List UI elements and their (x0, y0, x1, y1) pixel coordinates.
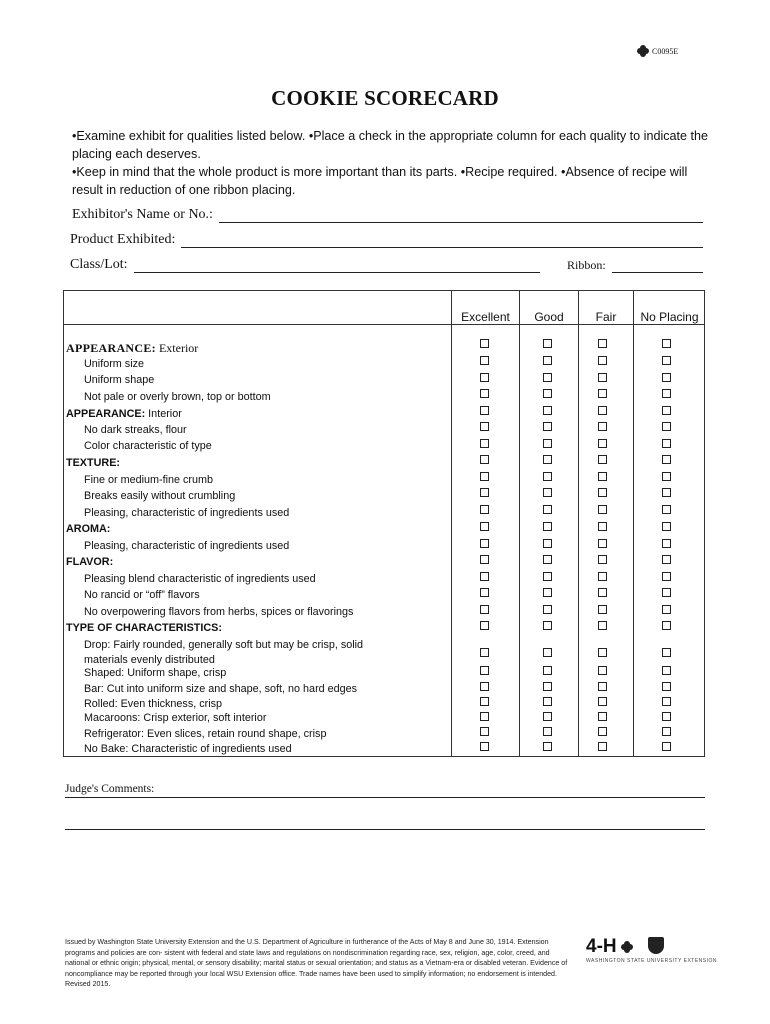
4h-logo-text: 4-H (586, 936, 617, 957)
checkbox-good[interactable] (543, 682, 552, 691)
checkbox-excellent[interactable] (480, 439, 489, 448)
checkbox-fair[interactable] (598, 439, 607, 448)
checkbox-no-placing[interactable] (662, 648, 671, 657)
criteria-row: Pleasing, characteristic of ingredients used (84, 540, 290, 552)
checkbox-fair[interactable] (598, 605, 607, 614)
checkbox-good[interactable] (543, 605, 552, 614)
checkbox-excellent[interactable] (480, 621, 489, 630)
checkbox-excellent[interactable] (480, 572, 489, 581)
judge-comments-line-2[interactable] (65, 829, 705, 830)
criteria-row: Breaks easily without crumbling (84, 490, 236, 502)
criteria-line-1: Drop: Fairly rounded, generally soft but may be crisp, solid (84, 639, 364, 651)
exhibitor-label: Exhibitor's Name or No.: (72, 207, 213, 222)
criteria-row: Uniform shape (84, 374, 155, 386)
column-header-no-placing: No Placing (633, 291, 705, 325)
criteria-row: Not pale or overly brown, top or bottom (84, 391, 271, 403)
checkbox-no-placing[interactable] (662, 742, 671, 751)
category-label: APPEARANCE: (66, 408, 146, 420)
criteria-line-2: materials evenly distributed (84, 654, 215, 666)
instruction-1: •Examine exhibit for qualities listed below. •Place a check in the appropriate column for each quality to indicate the placing each deserves. (72, 129, 709, 161)
checkbox-good[interactable] (543, 712, 552, 721)
checkbox-fair[interactable] (598, 727, 607, 736)
checkbox-no-placing[interactable] (662, 339, 671, 348)
criteria-row: No Bake: Characteristic of ingredients used (84, 743, 292, 755)
category-row: AROMA: (66, 523, 111, 535)
criteria-row: Shaped: Uniform shape, crisp (84, 667, 227, 679)
checkbox-excellent[interactable] (480, 648, 489, 657)
checkbox-excellent[interactable] (480, 422, 489, 431)
checkbox-excellent[interactable] (480, 605, 489, 614)
column-header-fair: Fair (578, 291, 633, 325)
checkbox-good[interactable] (543, 539, 552, 548)
checkbox-good[interactable] (543, 505, 552, 514)
category-row: FLAVOR: (66, 556, 114, 568)
checkbox-fair[interactable] (598, 697, 607, 706)
checkbox-fair[interactable] (598, 389, 607, 398)
checkbox-no-placing[interactable] (662, 389, 671, 398)
checkbox-no-placing[interactable] (662, 621, 671, 630)
checkbox-no-placing[interactable] (662, 522, 671, 531)
checkbox-fair[interactable] (598, 742, 607, 751)
checkbox-no-placing[interactable] (662, 697, 671, 706)
criteria-row: Bar: Cut into uniform size and shape, soft, no hard edges (84, 683, 358, 695)
4h-logo (586, 936, 634, 958)
clover-icon (636, 44, 650, 58)
checkbox-good[interactable] (543, 356, 552, 365)
checkbox-good[interactable] (543, 472, 552, 481)
checkbox-excellent[interactable] (480, 505, 489, 514)
checkbox-fair[interactable] (598, 522, 607, 531)
criteria-row: Pleasing blend characteristic of ingredients used (84, 573, 316, 585)
checkbox-no-placing[interactable] (662, 422, 671, 431)
checkbox-excellent[interactable] (480, 727, 489, 736)
criteria-row: No overpowering flavors from herbs, spices or flavorings (84, 606, 354, 618)
category-appearance-exterior (66, 342, 198, 354)
checkbox-good[interactable] (543, 648, 552, 657)
ribbon-field[interactable] (567, 258, 703, 273)
checkbox-fair[interactable] (598, 339, 607, 348)
column-divider (519, 325, 520, 756)
wsu-logo-text: WASHINGTON STATE UNIVERSITY EXTENSION (586, 958, 718, 964)
criteria-row (64, 639, 363, 666)
checkbox-fair[interactable] (598, 455, 607, 464)
checkbox-fair[interactable] (598, 682, 607, 691)
checkbox-fair[interactable] (598, 406, 607, 415)
checkbox-no-placing[interactable] (662, 505, 671, 514)
column-divider (633, 325, 634, 756)
category-row: TEXTURE: (66, 457, 120, 469)
checkbox-fair[interactable] (598, 555, 607, 564)
checkbox-fair[interactable] (598, 373, 607, 382)
checkbox-excellent[interactable] (480, 356, 489, 365)
page-title: COOKIE SCORECARD (271, 86, 499, 110)
checkbox-fair[interactable] (598, 505, 607, 514)
checkbox-excellent[interactable] (480, 406, 489, 415)
column-header-excellent: Excellent (451, 291, 519, 325)
checkbox-excellent[interactable] (480, 666, 489, 675)
form-code (636, 44, 678, 58)
checkbox-excellent[interactable] (480, 712, 489, 721)
criteria-row: Refrigerator: Even slices, retain round shape, crisp (84, 728, 327, 740)
checkbox-excellent[interactable] (480, 697, 489, 706)
checkbox-fair[interactable] (598, 588, 607, 597)
checkbox-excellent[interactable] (480, 488, 489, 497)
checkbox-good[interactable] (543, 522, 552, 531)
criteria-row: Pleasing, characteristic of ingredients used (84, 507, 290, 519)
checkbox-no-placing[interactable] (662, 572, 671, 581)
judge-comments-label: Judge's Comments: (65, 783, 155, 795)
criteria-row: Fine or medium-fine crumb (84, 474, 214, 486)
checkbox-excellent[interactable] (480, 742, 489, 751)
criteria-row: Color characteristic of type (84, 440, 212, 452)
column-divider (578, 325, 579, 756)
checkbox-excellent[interactable] (480, 539, 489, 548)
checkbox-excellent[interactable] (480, 472, 489, 481)
checkbox-good[interactable] (543, 339, 552, 348)
category-appearance-interior (66, 408, 182, 420)
classlot-line[interactable] (134, 258, 540, 273)
checkbox-excellent[interactable] (480, 339, 489, 348)
footer-text: Issued by Washington State University Extension and the U.S. Department of Agriculture in furtherance of the Acts of May 8 and June 30, 1914. Extension programs and policies are con- sistent with federal and state laws and regulations on nondiscrimination regarding race, sex, religion, age, color, creed, and national or ethnic origin; physical, mental, or sensory disability; marital status or sexual orientation; and status as a Vietnam-era or disabled veteran. Evidence of noncompliance may be reported through your local WSU Extension office. Trade names have been used to simplify information; no endorsement is intended. Revised 2015. (65, 938, 568, 988)
checkbox-fair[interactable] (598, 472, 607, 481)
checkbox-excellent[interactable] (480, 522, 489, 531)
product-field[interactable] (70, 232, 703, 248)
category-sublabel: Interior (145, 408, 182, 420)
judge-comments-line-1[interactable] (65, 797, 705, 798)
product-line[interactable] (181, 233, 703, 248)
ribbon-label: Ribbon: (567, 258, 606, 272)
criteria-row: Rolled: Even thickness, crisp (84, 698, 223, 710)
checkbox-fair[interactable] (598, 572, 607, 581)
checkbox-no-placing[interactable] (662, 605, 671, 614)
column-header-good: Good (519, 291, 578, 325)
checkbox-good[interactable] (543, 555, 552, 564)
checkbox-no-placing[interactable] (662, 588, 671, 597)
column-divider (451, 325, 452, 756)
category-label: APPEARANCE: (66, 341, 156, 355)
form-code-text: C0095E (652, 46, 679, 56)
checkbox-fair[interactable] (598, 488, 607, 497)
checkbox-no-placing[interactable] (662, 555, 671, 564)
checkbox-no-placing[interactable] (662, 488, 671, 497)
checkbox-fair[interactable] (598, 648, 607, 657)
checkbox-fair[interactable] (598, 621, 607, 630)
clover-logo-icon (620, 940, 634, 954)
checkbox-no-placing[interactable] (662, 356, 671, 365)
exhibitor-line[interactable] (219, 208, 703, 223)
checkbox-excellent[interactable] (480, 682, 489, 691)
checkbox-good[interactable] (543, 373, 552, 382)
checkbox-fair[interactable] (598, 539, 607, 548)
checkbox-no-placing[interactable] (662, 439, 671, 448)
checkbox-good[interactable] (543, 488, 552, 497)
checkbox-good[interactable] (543, 422, 552, 431)
checkbox-no-placing[interactable] (662, 373, 671, 382)
score-table (63, 290, 705, 757)
table-header (64, 291, 704, 325)
instructions (72, 127, 712, 199)
classlot-label: Class/Lot: (70, 257, 128, 272)
checkbox-good[interactable] (543, 439, 552, 448)
checkbox-good[interactable] (543, 406, 552, 415)
criteria-row: Uniform size (84, 358, 144, 370)
checkbox-fair[interactable] (598, 712, 607, 721)
classlot-field[interactable] (70, 257, 540, 273)
checkbox-fair[interactable] (598, 356, 607, 365)
checkbox-good[interactable] (543, 697, 552, 706)
product-label: Product Exhibited: (70, 232, 176, 247)
instruction-2: •Keep in mind that the whole product is more important than its parts. •Recipe required. •Absence of recipe will result in reduction of one ribbon placing. (72, 165, 688, 197)
category-sublabel: Exterior (155, 341, 199, 355)
wsu-shield-icon (648, 937, 664, 954)
checkbox-excellent[interactable] (480, 455, 489, 464)
checkbox-no-placing[interactable] (662, 712, 671, 721)
criteria-row: No rancid or “off” flavors (84, 589, 200, 601)
checkbox-fair[interactable] (598, 422, 607, 431)
checkbox-good[interactable] (543, 666, 552, 675)
checkbox-excellent[interactable] (480, 389, 489, 398)
checkbox-good[interactable] (543, 621, 552, 630)
checkbox-good[interactable] (543, 727, 552, 736)
checkbox-excellent[interactable] (480, 373, 489, 382)
checkbox-good[interactable] (543, 572, 552, 581)
checkbox-excellent[interactable] (480, 555, 489, 564)
checkbox-good[interactable] (543, 742, 552, 751)
checkbox-no-placing[interactable] (662, 472, 671, 481)
checkbox-good[interactable] (543, 455, 552, 464)
criteria-row: Macaroons: Crisp exterior, soft interior (84, 712, 267, 724)
exhibitor-field[interactable] (72, 207, 703, 223)
checkbox-no-placing[interactable] (662, 682, 671, 691)
checkbox-no-placing[interactable] (662, 539, 671, 548)
category-row: TYPE OF CHARACTERISTICS: (66, 622, 222, 634)
checkbox-no-placing[interactable] (662, 455, 671, 464)
checkbox-no-placing[interactable] (662, 666, 671, 675)
checkbox-no-placing[interactable] (662, 406, 671, 415)
checkbox-fair[interactable] (598, 666, 607, 675)
ribbon-line[interactable] (612, 260, 703, 273)
checkbox-excellent[interactable] (480, 588, 489, 597)
checkbox-good[interactable] (543, 389, 552, 398)
criteria-row: No dark streaks, flour (84, 424, 187, 436)
checkbox-no-placing[interactable] (662, 727, 671, 736)
checkbox-good[interactable] (543, 588, 552, 597)
